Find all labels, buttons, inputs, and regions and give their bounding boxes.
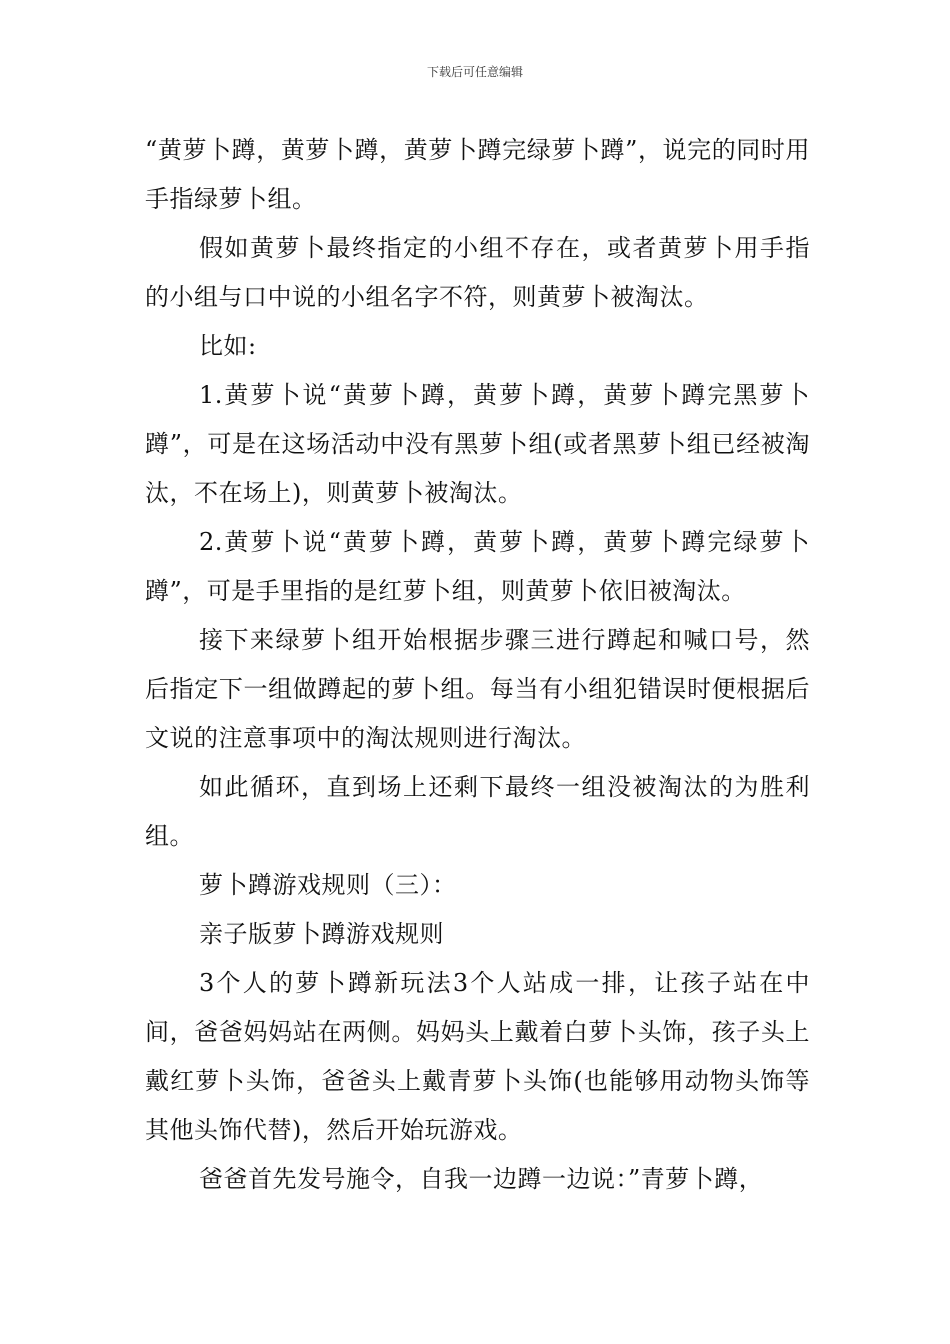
body-text xyxy=(145,126,810,1204)
paragraph: 3个人的萝卜蹲新玩法3个人站成一排，让孩子站在中间，爸爸妈妈站在两侧。妈妈头上戴着白萝卜头饰，孩子头上戴红萝卜头饰，爸爸头上戴青萝卜头饰(也能够用动物头饰等其他头饰代替)，然后开始玩游戏。 xyxy=(145,969,810,1144)
subsection-heading: 亲子版萝卜蹲游戏规则 xyxy=(199,920,444,948)
section-heading: 萝卜蹲游戏规则（三）： xyxy=(199,871,457,899)
paragraph: 爸爸首先发号施令，自我一边蹲一边说：”青萝卜蹲， xyxy=(199,1165,764,1193)
paragraph: 2.黄萝卜说“黄萝卜蹲，黄萝卜蹲，黄萝卜蹲完绿萝卜蹲”，可是手里指的是红萝卜组，则黄萝卜依旧被淘汰。 xyxy=(145,528,810,605)
paragraph: 1.黄萝卜说“黄萝卜蹲，黄萝卜蹲，黄萝卜蹲完黑萝卜蹲”，可是在这场活动中没有黑萝卜组(或者黑萝卜组已经被淘汰，不在场上)，则黄萝卜被淘汰。 xyxy=(145,381,810,507)
paragraph: 接下来绿萝卜组开始根据步骤三进行蹲起和喊口号，然后指定下一组做蹲起的萝卜组。每当有小组犯错误时便根据后文说的注意事项中的淘汰规则进行淘汰。 xyxy=(145,626,810,752)
page-header: 下载后可任意编辑 xyxy=(426,65,523,79)
paragraph: 比如: xyxy=(199,332,257,360)
paragraph: 如此循环，直到场上还剩下最终一组没被淘汰的为胜利组。 xyxy=(145,773,810,850)
paragraph: 假如黄萝卜最终指定的小组不存在，或者黄萝卜用手指的小组与口中说的小组名字不符，则黄萝卜被淘汰。 xyxy=(145,234,810,311)
paragraph: “黄萝卜蹲，黄萝卜蹲，黄萝卜蹲完绿萝卜蹲”，说完的同时用手指绿萝卜组。 xyxy=(145,136,810,213)
